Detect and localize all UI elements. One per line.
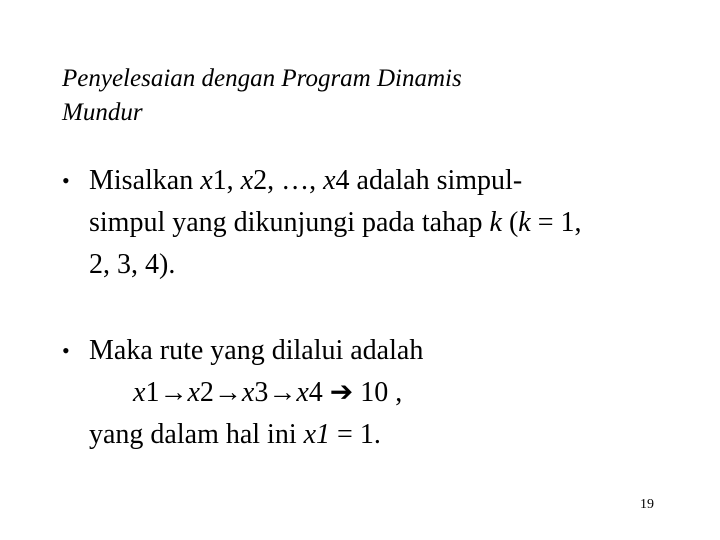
bullet-2-text	[89, 330, 423, 456]
bullet-1-text	[89, 160, 582, 286]
bullet-dot-icon: •	[62, 338, 70, 363]
bullet-2-line-1: Maka rute yang dilalui adalah	[89, 335, 424, 366]
right-arrow-icon: →	[213, 377, 242, 408]
bullet-2-line-3: yang dalam hal ini x1 = 1.	[89, 419, 381, 450]
bullet-1-line-1: Misalkan x1, x2, …, x4 adalah simpul-	[89, 165, 523, 196]
bold-right-arrow-icon: ➔	[329, 377, 354, 408]
slide-title	[62, 62, 462, 130]
page-number: 19	[640, 497, 654, 512]
slide-title-line-1: Penyelesaian dengan Program Dinamis	[62, 65, 462, 92]
bullet-1-line-2: simpul yang dikunjungi pada tahap k (k = 1,	[89, 207, 582, 238]
route-expression: x1→x2→x3→x4 ➔ 10 ,	[133, 377, 403, 408]
slide-title-line-2: Mundur	[62, 99, 143, 126]
bullet-1-line-3: 2, 3, 4).	[89, 249, 176, 280]
right-arrow-icon: →	[159, 377, 188, 408]
right-arrow-icon: →	[268, 377, 297, 408]
bullet-dot-icon: •	[62, 168, 70, 193]
